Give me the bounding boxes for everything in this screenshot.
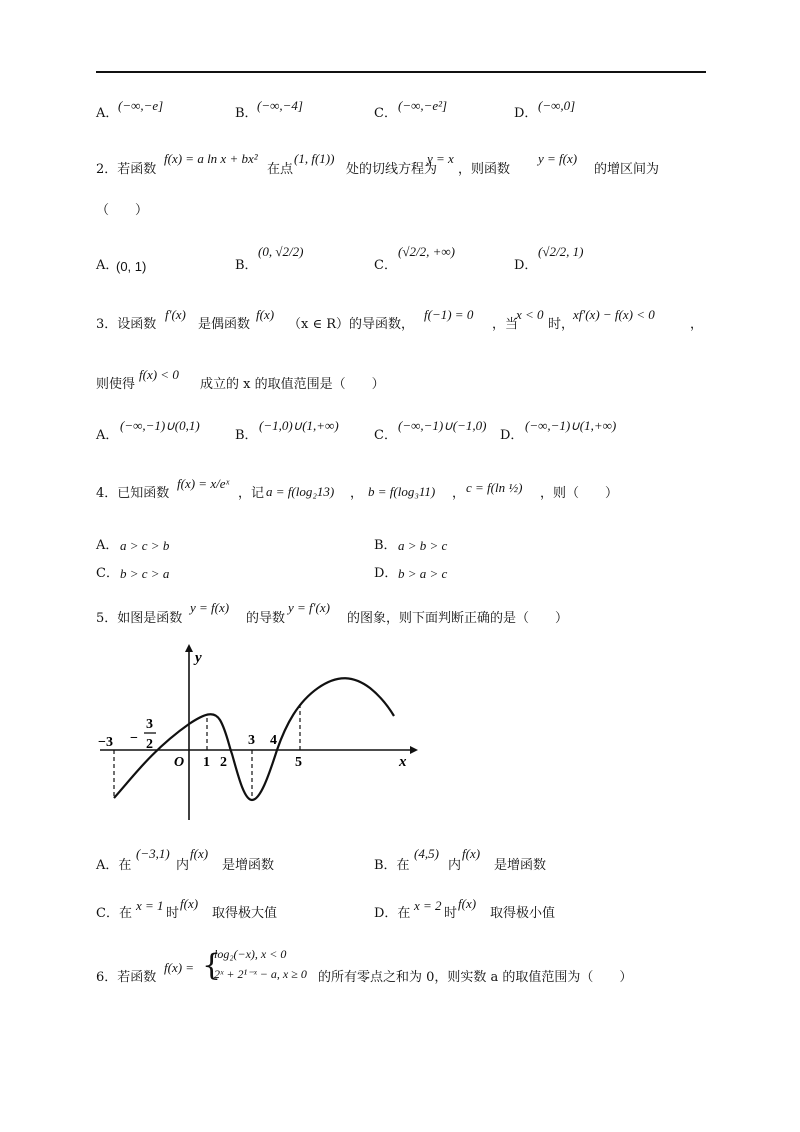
q4-a: a = f(log₂13)	[266, 484, 335, 499]
derivative-graph	[92, 640, 422, 825]
option-a-label: A．	[96, 106, 119, 121]
q3-option-a-expr: (−∞,−1)∪(0,1)	[120, 418, 200, 433]
q4-option-b-label: B．	[374, 538, 397, 553]
q5-option-d-txt: 时	[444, 906, 458, 921]
tick-frac-num: 3	[146, 717, 153, 732]
tick-neg3: −3	[98, 735, 113, 750]
q3-option-b-label: B．	[235, 428, 258, 443]
q5-option-c-txt: 时	[166, 906, 180, 921]
q5-option-b-end: 是增函数	[494, 858, 547, 873]
q3-line2-a: 则使得	[96, 377, 136, 392]
q2-option-c-label: C．	[374, 258, 397, 273]
tick-5: 5	[295, 755, 302, 770]
q2-option-c-expr: (√2/2, +∞)	[398, 244, 455, 259]
q2-option-a-expr: (0, 1)	[116, 259, 147, 274]
q6-text-a: 6．若函数	[96, 970, 157, 985]
header-rule	[96, 71, 706, 73]
q4-option-c-label: C．	[96, 566, 119, 581]
q2-option-d-expr: (√2/2, 1)	[538, 244, 584, 259]
q3-option-d-label: D．	[500, 428, 524, 443]
q4-b: b = f(log₃11)	[368, 484, 436, 499]
q6-function: f(x) =	[164, 960, 195, 975]
q2-tangent: y = x	[427, 151, 454, 166]
option-b-label: B．	[235, 106, 258, 121]
q4-function: f(x) = x/eˣ	[177, 476, 230, 491]
q5-option-d-cond: x = 2	[414, 898, 442, 913]
q4-sep2: ，	[452, 486, 466, 501]
q5-option-b-f: f(x)	[462, 846, 481, 861]
q3-comma: ，	[690, 317, 704, 332]
q2-option-b-label: B．	[235, 258, 258, 273]
q4-option-d-expr: b > a > c	[398, 566, 448, 581]
tick-3: 3	[248, 733, 255, 748]
option-b-expr: (−∞,−4]	[257, 98, 303, 113]
q3-function: f(x)	[256, 307, 275, 322]
q4-option-b-expr: a > b > c	[398, 538, 448, 553]
q3-option-b-expr: (−1,0)∪(1,+∞)	[259, 418, 339, 433]
q3-text-d: 时，	[548, 317, 575, 332]
q5-option-b-label: B．在	[374, 858, 410, 873]
q5-option-d-label: D．在	[374, 906, 411, 921]
q5-text-c: 的图象，则下面判断正确的是（ ）	[347, 611, 569, 626]
q3-option-d-expr: (−∞,−1)∪(1,+∞)	[525, 418, 617, 433]
option-d-expr: (−∞,0]	[538, 98, 576, 113]
q5-option-a-label: A．在	[96, 858, 132, 873]
q2-text-e: 的增区间为	[594, 162, 660, 177]
q5-option-a-interval: (−3,1)	[136, 846, 170, 861]
q2-text-a: 2．若函数	[96, 162, 157, 177]
q5-text-b: 的导数	[246, 611, 286, 626]
q3-cond1: （x ∈ R）的导函数，	[288, 317, 415, 332]
q5-option-b-interval: (4,5)	[414, 846, 439, 861]
y-axis-arrow-icon	[185, 644, 193, 652]
q2-function: f(x) = a ln x + bx²	[164, 151, 258, 166]
q6-case2: 2ˣ + 2¹⁻ˣ − a, x ≥ 0	[214, 967, 307, 981]
tick-neg-sign: −	[130, 731, 138, 746]
q2-paren: （ ）	[96, 203, 149, 218]
q4-option-c-expr: b > c > a	[120, 566, 170, 581]
q5-derivative: y = f′(x)	[288, 600, 330, 615]
q4-sep1: ，	[350, 486, 364, 501]
q6-case1: log₂(−x), x < 0	[214, 947, 287, 961]
q2-text-d: ，则函数	[458, 162, 511, 177]
q4-option-a-expr: a > c > b	[120, 538, 170, 553]
q3-line2-b: 成立的 x 的取值范围是（ ）	[200, 377, 385, 392]
option-c-expr: (−∞,−e²]	[398, 98, 448, 113]
q2-text-b: 在点	[267, 162, 294, 177]
q3-line2-f: f(x) < 0	[139, 367, 179, 382]
tick-2: 2	[220, 755, 227, 770]
q4-c: c = f(ln ½)	[466, 480, 523, 495]
q3-text-c: ，当	[492, 317, 519, 332]
q3-text-a: 3．设函数	[96, 317, 157, 332]
q5-function: y = f(x)	[190, 600, 230, 615]
q5-option-c-end: 取得极大值	[212, 906, 278, 921]
q5-option-c-label: C．在	[96, 906, 132, 921]
q3-option-c-label: C．	[374, 428, 397, 443]
q5-option-c-cond: x = 1	[136, 898, 164, 913]
q5-option-d-f: f(x)	[458, 896, 477, 911]
option-c-label: C．	[374, 106, 397, 121]
tick-4: 4	[270, 733, 277, 748]
option-d-label: D．	[514, 106, 538, 121]
q6-text-b: 的所有零点之和为 0，则实数 a 的取值范围为（ ）	[318, 970, 633, 985]
tick-1: 1	[203, 755, 210, 770]
q3-cond2: f(−1) = 0	[424, 307, 474, 322]
q4-text-b: ，记	[238, 486, 265, 501]
q5-option-d-end: 取得极小值	[490, 906, 556, 921]
q6-brace-icon: {	[202, 948, 222, 983]
q2-option-d-label: D．	[514, 258, 538, 273]
q2-option-b-expr: (0, √2/2)	[258, 244, 304, 259]
q3-text-b: 是偶函数	[198, 317, 251, 332]
q3-cond4: xf′(x) − f(x) < 0	[573, 307, 655, 322]
q4-option-a-label: A．	[96, 538, 119, 553]
q4-text-a: 4．已知函数	[96, 486, 170, 501]
q5-option-a-txt: 内	[176, 858, 190, 873]
q3-derivative: f′(x)	[165, 307, 186, 322]
q3-option-a-label: A．	[96, 428, 119, 443]
q5-option-c-f: f(x)	[180, 896, 199, 911]
option-a-expr: (−∞,−e]	[118, 98, 164, 113]
q5-option-a-f: f(x)	[190, 846, 209, 861]
y-axis-label: y	[195, 650, 202, 666]
origin-label: O	[174, 755, 185, 770]
q3-cond3: x < 0	[516, 307, 544, 322]
q4-option-d-label: D．	[374, 566, 398, 581]
q2-option-a-label: A．	[96, 258, 119, 273]
x-axis-label: x	[399, 754, 407, 770]
q5-text-a: 5．如图是函数	[96, 611, 183, 626]
q5-option-b-txt: 内	[448, 858, 462, 873]
q5-option-a-end: 是增函数	[222, 858, 275, 873]
q2-eq2: y = f(x)	[538, 151, 578, 166]
q2-text-c: 处的切线方程为	[346, 162, 438, 177]
q2-point: (1, f(1))	[294, 151, 335, 166]
q3-option-c-expr: (−∞,−1)∪(−1,0)	[398, 418, 487, 433]
q4-text-c: ，则（ ）	[540, 486, 619, 501]
x-axis-arrow-icon	[410, 746, 418, 754]
tick-frac-den: 2	[146, 737, 153, 752]
